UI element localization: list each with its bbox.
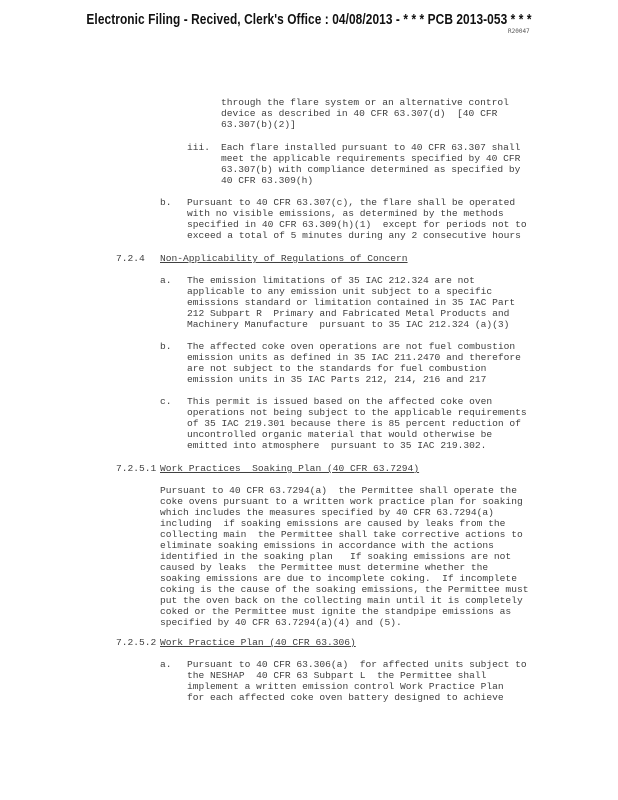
body-line: with no visible emissions, as determined by the methods (187, 208, 504, 219)
section-number: 7.2.5.1 (116, 463, 157, 474)
body-line: 40 CFR 63.309(h) (221, 175, 314, 186)
section-heading: Work Practice Plan (40 CFR 63.306) (160, 637, 356, 648)
body-line: put the oven back on the collecting main until it is completely (160, 595, 523, 606)
body-line: applicable to any emission unit subject to a specific (187, 286, 493, 297)
filing-banner: Electronic Filing - Recived, Clerk's Office : 04/08/2013 - * * * PCB 2013-053 * * * (86, 12, 532, 28)
body-line: soaking emissions are due to incomplete coking. If incomplete (160, 573, 517, 584)
body-line: emitted into atmosphere pursuant to 35 IAC 219.302. (187, 440, 487, 451)
body-line: uncontrolled organic material that would otherwise be (187, 429, 493, 440)
item-label: iii. (187, 142, 211, 153)
body-line: eliminate soaking emissions in accordance with the actions (160, 540, 494, 551)
body-line: collecting main the Permittee shall take corrective actions to (160, 529, 523, 540)
body-line: The affected coke oven operations are not fuel combustion (187, 341, 516, 352)
item-label: b. (160, 341, 172, 352)
body-line: Machinery Manufacture pursuant to 35 IAC 212.324 (a)(3) (187, 319, 510, 330)
body-line: the NESHAP 40 CFR 63 Subpart L the Permittee shall (187, 670, 487, 681)
body-line: emissions standard or limitation contained in 35 IAC Part (187, 297, 516, 308)
filing-stamp: R20047 (508, 28, 530, 35)
item-label: a. (160, 275, 172, 286)
body-line: The emission limitations of 35 IAC 212.324 are not (187, 275, 475, 286)
section-heading: Work Practices Soaking Plan (40 CFR 63.7294) (160, 463, 420, 474)
body-line: implement a written emission control Work Practice Plan (187, 681, 504, 692)
body-line: operations not being subject to the applicable requirements (187, 407, 527, 418)
body-line: specified in 40 CFR 63.309(h)(1) except for periods not to (187, 219, 527, 230)
item-label: b. (160, 197, 172, 208)
body-line: emission units as defined in 35 IAC 211.2470 and therefore (187, 352, 521, 363)
body-line: identified in the soaking plan If soaking emissions are not (160, 551, 512, 562)
body-line: Each flare installed pursuant to 40 CFR 63.307 shall (221, 142, 521, 153)
body-line: including if soaking emissions are caused by leaks from the (160, 518, 506, 529)
body-line: of 35 IAC 219.301 because there is 85 percent reduction of (187, 418, 521, 429)
body-line: specified by 40 CFR 63.7294(a)(4) and (5). (160, 617, 402, 628)
body-line: Pursuant to 40 CFR 63.307(c), the flare shall be operated (187, 197, 516, 208)
body-line: emission units in 35 IAC Parts 212, 214, 216 and 217 (187, 374, 487, 385)
body-line: 63.307(b) with compliance determined as specified by (221, 164, 521, 175)
body-line: This permit is issued based on the affected coke oven (187, 396, 493, 407)
body-line: coke ovens pursuant to a written work practice plan for soaking (160, 496, 523, 507)
body-line: device as described in 40 CFR 63.307(d) [40 CFR (221, 108, 498, 119)
section-heading: Non-Applicability of Regulations of Concern (160, 253, 408, 264)
body-line: Pursuant to 40 CFR 63.7294(a) the Permittee shall operate the (160, 485, 517, 496)
body-line: caused by leaks the Permittee must determine whether the (160, 562, 489, 573)
body-line: are not subject to the standards for fuel combustion (187, 363, 487, 374)
body-line: coked or the Permittee must ignite the standpipe emissions as (160, 606, 512, 617)
body-line: exceed a total of 5 minutes during any 2 consecutive hours (187, 230, 521, 241)
body-line: coking is the cause of the soaking emissions, the Permittee must (160, 584, 529, 595)
section-number: 7.2.4 (116, 253, 145, 264)
item-label: a. (160, 659, 172, 670)
body-line: through the flare system or an alternative control (221, 97, 509, 108)
body-line: meet the applicable requirements specified by 40 CFR (221, 153, 521, 164)
body-line: Pursuant to 40 CFR 63.306(a) for affected units subject to (187, 659, 527, 670)
body-line: 212 Subpart R Primary and Fabricated Metal Products and (187, 308, 510, 319)
item-label: c. (160, 396, 172, 407)
body-line: for each affected coke oven battery designed to achieve (187, 692, 504, 703)
body-line: 63.307(b)(2)] (221, 119, 296, 130)
body-line: which includes the measures specified by 40 CFR 63.7294(a) (160, 507, 494, 518)
section-number: 7.2.5.2 (116, 637, 157, 648)
